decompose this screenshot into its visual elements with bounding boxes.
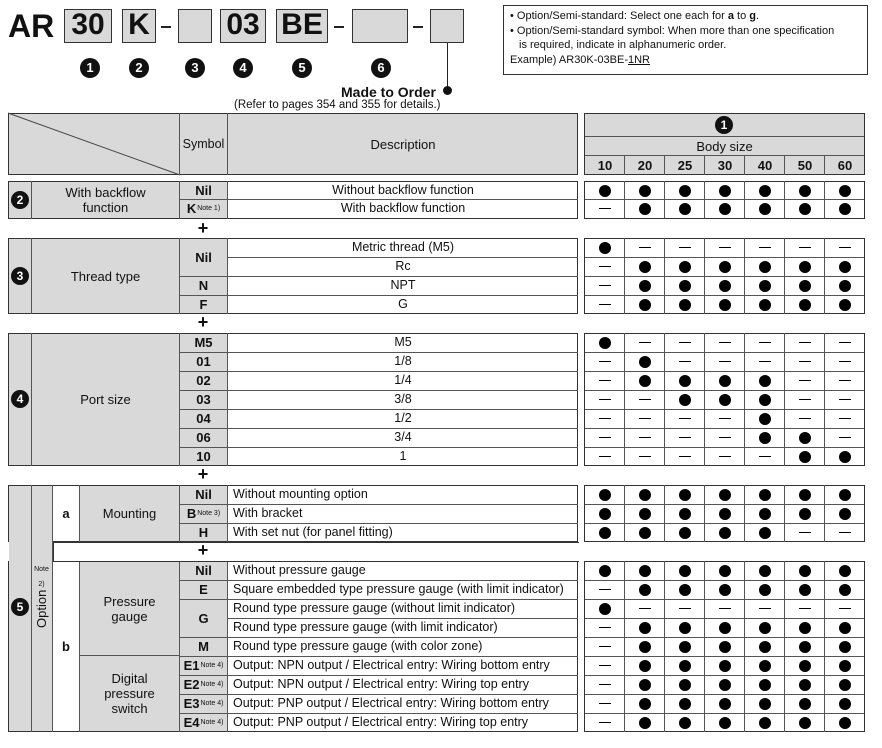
symbol-cell: 04 [196,411,211,426]
available-dot [745,675,785,694]
number-badge: 4 [11,390,29,408]
available-dot [825,295,865,314]
description-cell: Without backflow function [332,183,474,197]
available-dot [585,333,625,352]
available-dot [665,295,705,314]
label-digital-pressure-switch: Digital pressure switch [104,671,155,716]
not-available-dash [825,428,865,447]
available-dot [585,485,625,504]
not-available-dash [585,580,625,599]
header-diagonal [8,113,180,175]
available-dot [705,675,745,694]
not-available-dash [585,352,625,371]
plus-sign: + [197,218,209,238]
description-cell: Output: NPN output / Electrical entry: Wiring bottom entry [233,658,550,672]
available-dot [665,504,705,523]
not-available-dash [585,447,625,466]
available-dot [825,580,865,599]
not-available-dash [585,390,625,409]
available-dot [825,694,865,713]
label-pressure-gauge: Pressure gauge [103,593,156,624]
not-available-dash [665,333,705,352]
not-available-dash [665,428,705,447]
available-dot [745,199,785,218]
available-dot [665,637,705,656]
description-cell: Output: NPN output / Electrical entry: Wiring top entry [233,677,529,691]
available-dot [745,181,785,200]
available-dot [825,637,865,656]
available-dot [705,199,745,218]
available-dot [625,199,665,218]
available-dot [625,276,665,295]
available-dot [625,656,665,675]
symbol-cell: E2 Note 4) [183,677,224,692]
symbol-cell: Nil [195,563,212,578]
available-dot [625,694,665,713]
available-dot [705,276,745,295]
available-dot [665,580,705,599]
available-dot [745,637,785,656]
not-available-dash [665,409,705,428]
available-dot [705,561,745,580]
description-cell: 3/8 [394,392,412,406]
available-dot [825,485,865,504]
not-available-dash [785,390,825,409]
available-dot [705,181,745,200]
available-dot [705,656,745,675]
available-dot [825,561,865,580]
code-box-port: 03 [220,9,266,43]
available-dot [705,618,745,637]
symbol-cell: B Note 3) [186,506,221,521]
available-dot [585,599,625,618]
available-dot [785,504,825,523]
available-dot [665,276,705,295]
number-badge: 2 [11,191,29,209]
not-available-dash [585,675,625,694]
not-available-dash [825,599,865,618]
available-dot [665,199,705,218]
available-dot [745,561,785,580]
available-dot [705,504,745,523]
number-badge: 5 [292,58,312,78]
available-dot [785,561,825,580]
description-cell: NPT [390,278,416,292]
available-dot [705,485,745,504]
symbol-cell: H [198,525,209,540]
available-dot [745,694,785,713]
available-dot [625,580,665,599]
symbol-cell: 10 [196,449,211,464]
symbol-cell: F [199,297,208,312]
not-available-dash [625,599,665,618]
available-dot [745,580,785,599]
code-box-semistandard [352,9,408,43]
size-header-10: 10 [597,158,613,173]
not-available-dash [625,333,665,352]
available-dot [665,694,705,713]
description-cell: Output: PNP output / Electrical entry: Wiring bottom entry [233,696,549,710]
not-available-dash [585,637,625,656]
available-dot [745,428,785,447]
symbol-cell: 02 [196,373,211,388]
not-available-dash [825,333,865,352]
number-badge: 1 [715,116,733,134]
size-header-25: 25 [677,158,693,173]
not-available-dash [625,409,665,428]
available-dot [745,295,785,314]
not-available-dash [705,352,745,371]
not-available-dash [625,447,665,466]
not-available-dash [625,390,665,409]
not-available-dash [745,333,785,352]
size-header-60: 60 [837,158,853,173]
available-dot [585,238,625,257]
available-dot [825,276,865,295]
order-prefix: AR [8,8,55,44]
symbol-cell: E1 Note 4) [183,658,224,673]
not-available-dash [785,523,825,542]
symbol-cell: 01 [196,354,211,369]
number-badge: 2 [129,58,149,78]
available-dot [745,276,785,295]
available-dot [825,447,865,466]
symbol-cell: K Note 1) [186,201,221,216]
not-available-dash [705,333,745,352]
not-available-dash [665,352,705,371]
not-available-dash [825,390,865,409]
available-dot [665,257,705,276]
not-available-dash [785,238,825,257]
plus-sign: + [197,464,209,484]
code-box-option: BE [276,9,328,43]
not-available-dash [585,371,625,390]
available-dot [625,523,665,542]
available-dot [825,199,865,218]
available-dot [625,504,665,523]
made-to-order-label: Made to Order [341,84,436,100]
description-cell: Without mounting option [233,487,368,501]
available-dot [785,181,825,200]
number-badge: 5 [11,598,29,616]
available-dot [665,371,705,390]
available-dot [705,713,745,732]
description-cell: 3/4 [394,430,412,444]
available-dot [585,181,625,200]
available-dot [745,523,785,542]
available-dot [745,504,785,523]
code-box-thread [178,9,212,43]
plus-sign: + [197,540,209,560]
available-dot [785,656,825,675]
available-dot [665,390,705,409]
symbol-cell: Nil [195,249,212,265]
description-cell: 1/2 [394,411,412,425]
description-cell: 1/8 [394,354,412,368]
available-dot [585,504,625,523]
plus-sign: + [197,312,209,332]
description-cell: Without pressure gauge [233,563,366,577]
available-dot [825,713,865,732]
not-available-dash [665,238,705,257]
symbol-cell: E [199,582,208,597]
description-cell: Round type pressure gauge (with limit indicator) [233,620,498,634]
available-dot [625,295,665,314]
not-available-dash [585,618,625,637]
not-available-dash [585,409,625,428]
not-available-dash [705,238,745,257]
header-body-size: Body size [696,138,753,154]
available-dot [745,257,785,276]
not-available-dash [745,599,785,618]
not-available-dash [585,694,625,713]
available-dot [785,428,825,447]
available-dot [625,618,665,637]
symbol-cell: N [198,278,209,293]
not-available-dash [785,599,825,618]
not-available-dash [745,352,785,371]
size-header-30: 30 [717,158,733,173]
not-available-dash [585,656,625,675]
description-cell: Round type pressure gauge (with color zone) [233,639,483,653]
description-cell: 1/4 [394,373,412,387]
available-dot [665,485,705,504]
symbol-cell: 06 [196,430,211,445]
option-note-box: • Option/Semi-standard: Select one each for a to g. • Option/Semi-standard symbol: When more than one specification is required, indicate in alphanumeric order. Example) AR30K-03BE-1NR [503,5,868,75]
not-available-dash [585,199,625,218]
available-dot [705,295,745,314]
available-dot [705,523,745,542]
label-thread-type: Thread type [70,268,141,284]
not-available-dash [785,409,825,428]
available-dot [705,371,745,390]
size-header-40: 40 [757,158,773,173]
not-available-dash [625,238,665,257]
available-dot [785,675,825,694]
code-box-made-to-order [430,9,464,43]
symbol-cell: E4 Note 4) [183,715,224,730]
header-description: Description [370,136,436,152]
available-dot [625,713,665,732]
available-dot [825,257,865,276]
available-dot [625,675,665,694]
symbol-cell: M [198,639,209,654]
not-available-dash [825,238,865,257]
symbol-cell: M5 [194,335,213,350]
available-dot [745,713,785,732]
not-available-dash [705,599,745,618]
code-box-backflow: K [122,9,156,43]
label-option: Option [34,589,49,628]
available-dot [665,713,705,732]
description-cell: Output: PNP output / Electrical entry: Wiring top entry [233,715,529,729]
available-dot [785,618,825,637]
available-dot [785,694,825,713]
available-dot [785,276,825,295]
available-dot [705,257,745,276]
not-available-dash [625,428,665,447]
available-dot [825,504,865,523]
not-available-dash [705,409,745,428]
available-dot [585,523,625,542]
refer-note: (Refer to pages 354 and 355 for details.) [234,99,441,111]
available-dot [625,637,665,656]
symbol-cell: Nil [195,183,212,198]
available-dot [665,523,705,542]
not-available-dash [825,523,865,542]
description-cell: With backflow function [340,201,466,215]
size-header-50: 50 [797,158,813,173]
description-cell: M5 [394,335,412,349]
description-cell: 1 [399,449,407,463]
code-box-body-size: 30 [64,9,112,43]
not-available-dash [785,333,825,352]
symbol-cell: E3 Note 4) [183,696,224,711]
not-available-dash [705,428,745,447]
number-badge: 6 [371,58,391,78]
number-badge: 3 [11,267,29,285]
header-symbol: Symbol [182,136,225,151]
not-available-dash [785,352,825,371]
available-dot [705,580,745,599]
not-available-dash [585,276,625,295]
not-available-dash [825,371,865,390]
available-dot [625,181,665,200]
available-dot [625,371,665,390]
available-dot [825,675,865,694]
available-dot [705,694,745,713]
available-dot [665,656,705,675]
not-available-dash [705,447,745,466]
description-cell: Round type pressure gauge (without limit indicator) [233,601,516,615]
not-available-dash [585,713,625,732]
available-dot [665,561,705,580]
description-cell: With bracket [233,506,303,520]
label-port-size: Port size [80,392,131,407]
label-b: b [62,639,70,654]
available-dot [745,409,785,428]
available-dot [665,181,705,200]
symbol-cell: 03 [196,392,211,407]
available-dot [785,199,825,218]
not-available-dash [745,238,785,257]
description-cell: Square embedded type pressure gauge (with limit indicator) [233,582,564,596]
available-dot [785,257,825,276]
available-dot [705,637,745,656]
available-dot [745,390,785,409]
not-available-dash [745,447,785,466]
available-dot [585,561,625,580]
not-available-dash [825,409,865,428]
label-a: a [62,506,70,521]
description-cell: G [398,297,408,311]
available-dot [625,352,665,371]
available-dot [785,295,825,314]
available-dot [745,485,785,504]
available-dot [745,371,785,390]
available-dot [785,637,825,656]
label-mounting: Mounting [102,506,157,521]
available-dot [745,618,785,637]
available-dot [825,618,865,637]
available-dot [825,181,865,200]
not-available-dash [665,599,705,618]
not-available-dash [825,352,865,371]
number-badge: 1 [80,58,100,78]
available-dot [625,485,665,504]
symbol-cell: G [198,610,209,626]
available-dot [745,656,785,675]
not-available-dash [585,295,625,314]
not-available-dash [785,371,825,390]
number-badge: 3 [185,58,205,78]
available-dot [785,447,825,466]
description-cell: Metric thread (M5) [351,240,455,254]
available-dot [625,561,665,580]
available-dot [625,257,665,276]
number-badge: 4 [233,58,253,78]
option-note [31,571,52,583]
available-dot [665,618,705,637]
not-available-dash [665,447,705,466]
description-cell: Rc [395,259,411,273]
available-dot [785,713,825,732]
available-dot [665,675,705,694]
available-dot [825,656,865,675]
available-dot [705,390,745,409]
available-dot [785,485,825,504]
available-dot [785,580,825,599]
symbol-cell: Nil [195,487,212,502]
not-available-dash [585,428,625,447]
size-header-20: 20 [637,158,653,173]
not-available-dash [585,257,625,276]
label-backflow: With backflow function [65,185,146,215]
description-cell: With set nut (for panel fitting) [233,525,393,539]
